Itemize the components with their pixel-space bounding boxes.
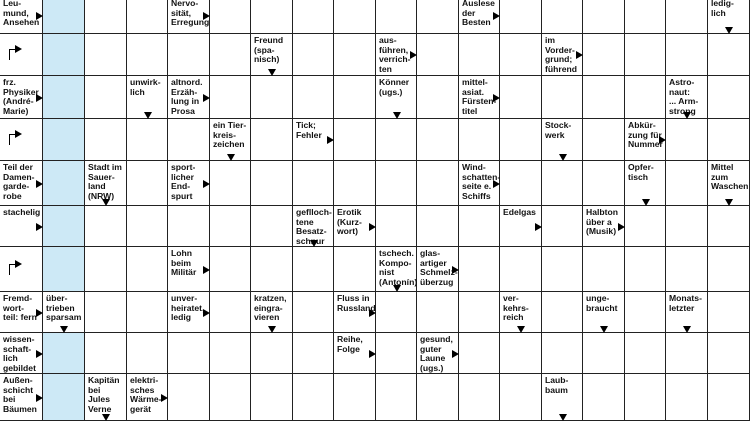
clue-text: aus- führen, verrich- ten <box>379 35 411 74</box>
answer-cell[interactable] <box>708 76 750 119</box>
arrow-down-icon <box>393 112 401 119</box>
answer-cell[interactable] <box>666 34 708 76</box>
clue-text: stachelig <box>3 207 41 217</box>
answer-cell[interactable] <box>43 34 85 76</box>
clue-text: tschech. Kompo- nist (Antonín) <box>379 248 418 287</box>
clue-cell <box>459 76 500 119</box>
clue-cell <box>708 161 750 206</box>
answer-cell[interactable] <box>417 161 459 206</box>
answer-cell[interactable] <box>376 119 417 161</box>
clue-cell <box>168 161 210 206</box>
answer-cell[interactable] <box>334 161 376 206</box>
clue-cell <box>168 292 210 333</box>
clue-text: altnord. Erzäh- lung in Prosa <box>171 77 203 116</box>
answer-cell[interactable] <box>210 206 251 247</box>
clue-cell <box>376 34 417 76</box>
clue-cell <box>500 206 542 247</box>
answer-cell[interactable] <box>500 119 542 161</box>
arrow-right-icon <box>161 394 168 402</box>
clue-text: Monats- letzter <box>669 293 702 313</box>
clue-text: sport- licher End- spurt <box>171 162 196 201</box>
answer-cell[interactable] <box>293 374 334 421</box>
arrow-right-icon <box>36 223 43 231</box>
answer-cell[interactable] <box>500 161 542 206</box>
clue-text: Wind- schatten- seite e. Schiffs <box>462 162 501 201</box>
answer-cell[interactable] <box>542 333 583 374</box>
answer-cell[interactable] <box>85 119 127 161</box>
clue-text: Fluss in Russland <box>337 293 376 313</box>
answer-cell[interactable] <box>251 76 293 119</box>
clue-text: Stock- werk <box>545 120 572 140</box>
clue-cell <box>0 119 43 161</box>
answer-cell[interactable] <box>583 76 625 119</box>
answer-cell[interactable] <box>376 206 417 247</box>
answer-cell[interactable] <box>293 34 334 76</box>
answer-cell[interactable] <box>85 0 127 34</box>
clue-cell <box>0 0 43 34</box>
clue-cell <box>210 119 251 161</box>
answer-cell[interactable] <box>459 333 500 374</box>
answer-cell[interactable] <box>459 374 500 421</box>
answer-cell[interactable] <box>85 333 127 374</box>
answer-cell[interactable] <box>210 247 251 292</box>
answer-cell[interactable] <box>168 34 210 76</box>
answer-cell[interactable] <box>293 161 334 206</box>
answer-cell[interactable] <box>666 206 708 247</box>
answer-cell[interactable] <box>376 374 417 421</box>
clue-text: Erotik (Kurz- wort) <box>337 207 362 237</box>
clue-text: ein Tier- kreis- zeichen <box>213 120 247 150</box>
arrow-down-icon <box>102 414 110 421</box>
answer-cell[interactable] <box>168 206 210 247</box>
clue-cell <box>334 206 376 247</box>
answer-cell[interactable] <box>417 119 459 161</box>
answer-cell[interactable] <box>500 247 542 292</box>
arrow-right-icon <box>452 266 459 274</box>
answer-cell[interactable] <box>293 0 334 34</box>
arrow-right-icon <box>36 309 43 317</box>
arrow-down-icon <box>144 112 152 119</box>
answer-cell[interactable] <box>85 292 127 333</box>
arrow-right-icon <box>36 94 43 102</box>
clue-text: Opfer- tisch <box>628 162 654 182</box>
clue-cell <box>293 119 334 161</box>
answer-cell[interactable] <box>251 119 293 161</box>
answer-cell[interactable] <box>500 333 542 374</box>
clue-cell <box>542 374 583 421</box>
answer-cell[interactable] <box>666 119 708 161</box>
clue-cell <box>127 374 168 421</box>
answer-cell[interactable] <box>251 0 293 34</box>
arrow-right-icon <box>369 350 376 358</box>
answer-cell[interactable] <box>459 247 500 292</box>
arrow-right-icon <box>15 260 22 268</box>
clue-cell <box>459 161 500 206</box>
clue-text: Freund (spa- nisch) <box>254 35 284 65</box>
clue-cell <box>625 161 666 206</box>
clue-text: Fremd- wort- teil: fern <box>3 293 37 323</box>
arrow-right-icon <box>36 394 43 402</box>
clue-cell <box>0 374 43 421</box>
clue-cell <box>334 333 376 374</box>
answer-cell[interactable] <box>583 161 625 206</box>
answer-cell[interactable] <box>376 0 417 34</box>
arrow-down-icon <box>102 199 110 206</box>
clue-cell <box>376 76 417 119</box>
arrow-down-icon <box>725 27 733 34</box>
arrow-right-icon <box>369 223 376 231</box>
answer-cell[interactable] <box>334 374 376 421</box>
clue-cell <box>583 206 625 247</box>
answer-cell[interactable] <box>85 247 127 292</box>
arrow-right-icon <box>15 130 22 138</box>
answer-cell[interactable] <box>210 374 251 421</box>
answer-cell[interactable] <box>417 34 459 76</box>
arrow-right-icon <box>659 136 666 144</box>
clue-text: geflloch- tene Besatz- schnur <box>296 207 332 246</box>
answer-cell[interactable] <box>210 76 251 119</box>
clue-cell <box>0 247 43 292</box>
answer-cell[interactable] <box>708 34 750 76</box>
answer-cell[interactable] <box>293 247 334 292</box>
answer-cell[interactable] <box>625 76 666 119</box>
answer-cell[interactable] <box>168 374 210 421</box>
answer-cell[interactable] <box>542 292 583 333</box>
answer-cell[interactable] <box>417 76 459 119</box>
answer-cell[interactable] <box>625 333 666 374</box>
answer-cell[interactable] <box>666 374 708 421</box>
arrow-right-icon <box>203 180 210 188</box>
answer-cell[interactable] <box>251 374 293 421</box>
clue-text: Halbton über a (Musik) <box>586 207 618 237</box>
arrow-down-icon <box>310 240 318 247</box>
answer-cell[interactable] <box>376 333 417 374</box>
clue-text: gesund, guter Laune (ugs.) <box>420 334 453 373</box>
arrow-right-icon <box>618 223 625 231</box>
answer-cell[interactable] <box>500 374 542 421</box>
answer-cell[interactable] <box>210 333 251 374</box>
clue-text: elektri- sches Wärme- gerät <box>130 375 162 414</box>
answer-cell[interactable] <box>708 119 750 161</box>
arrow-right-icon <box>535 223 542 231</box>
arrow-down-icon <box>60 326 68 333</box>
clue-cell <box>583 292 625 333</box>
clue-cell <box>0 34 43 76</box>
clue-cell <box>127 76 168 119</box>
answer-cell[interactable] <box>85 76 127 119</box>
answer-cell[interactable] <box>708 374 750 421</box>
clue-cell <box>542 34 583 76</box>
answer-cell[interactable] <box>542 247 583 292</box>
arrow-right-icon <box>576 51 583 59</box>
answer-cell[interactable] <box>500 34 542 76</box>
answer-cell[interactable] <box>583 0 625 34</box>
arrow-right-icon <box>36 350 43 358</box>
clue-cell <box>168 247 210 292</box>
answer-cell[interactable] <box>583 119 625 161</box>
answer-cell[interactable] <box>376 292 417 333</box>
answer-cell[interactable] <box>210 292 251 333</box>
clue-text: Kapitän bei Jules Verne <box>88 375 120 414</box>
arrow-right-icon <box>36 12 43 20</box>
arrow-right-icon <box>203 94 210 102</box>
arrow-down-icon <box>683 112 691 119</box>
clue-text: Edelgas <box>503 207 536 217</box>
clue-cell <box>334 292 376 333</box>
clue-text: über- trieben sparsam <box>46 293 82 323</box>
answer-cell[interactable] <box>43 333 85 374</box>
clue-cell <box>376 247 417 292</box>
answer-cell[interactable] <box>293 333 334 374</box>
clue-text: ver- kehrs- reich <box>503 293 529 323</box>
clue-text: Auslese der Besten <box>462 0 495 28</box>
clue-text: Leu- mund, Ansehen <box>3 0 40 28</box>
arrow-right-icon <box>493 12 500 20</box>
answer-cell[interactable] <box>542 161 583 206</box>
answer-cell[interactable] <box>251 161 293 206</box>
answer-cell[interactable] <box>210 161 251 206</box>
clue-text: ledig- lich <box>711 0 734 18</box>
answer-cell[interactable] <box>127 119 168 161</box>
answer-cell[interactable] <box>127 247 168 292</box>
arrow-down-icon <box>268 326 276 333</box>
arrow-right-icon <box>410 51 417 59</box>
arrow-down-icon <box>683 326 691 333</box>
arrow-down-icon <box>559 414 567 421</box>
clue-text: unge- braucht <box>586 293 618 313</box>
arrow-down-icon <box>393 285 401 292</box>
clue-text: Laub- baum <box>545 375 569 395</box>
answer-cell[interactable] <box>708 333 750 374</box>
clue-cell <box>542 119 583 161</box>
answer-cell[interactable] <box>625 247 666 292</box>
answer-cell[interactable] <box>625 34 666 76</box>
clue-text: wissen- schaft- lich gebildet <box>3 334 36 373</box>
answer-cell[interactable] <box>459 34 500 76</box>
answer-cell[interactable] <box>85 34 127 76</box>
clue-cell <box>0 161 43 206</box>
clue-cell <box>0 333 43 374</box>
answer-cell[interactable] <box>583 333 625 374</box>
answer-cell[interactable] <box>334 0 376 34</box>
answer-cell[interactable] <box>417 0 459 34</box>
clue-cell <box>417 247 459 292</box>
clue-cell <box>666 76 708 119</box>
clue-cell <box>293 206 334 247</box>
answer-cell[interactable] <box>127 206 168 247</box>
answer-cell[interactable] <box>708 292 750 333</box>
answer-cell[interactable] <box>542 76 583 119</box>
clue-cell <box>0 292 43 333</box>
answer-cell[interactable] <box>43 206 85 247</box>
answer-cell[interactable] <box>43 161 85 206</box>
answer-cell[interactable] <box>43 76 85 119</box>
answer-cell[interactable] <box>85 206 127 247</box>
answer-cell[interactable] <box>542 0 583 34</box>
answer-cell[interactable] <box>666 161 708 206</box>
clue-text: Lohn beim Militär <box>171 248 197 278</box>
answer-cell[interactable] <box>583 34 625 76</box>
answer-cell[interactable] <box>500 0 542 34</box>
answer-cell[interactable] <box>708 206 750 247</box>
arrow-right-icon <box>203 309 210 317</box>
answer-cell[interactable] <box>43 374 85 421</box>
clue-text: Tick; Fehler <box>296 120 322 140</box>
answer-cell[interactable] <box>376 161 417 206</box>
answer-cell[interactable] <box>459 119 500 161</box>
answer-cell[interactable] <box>417 292 459 333</box>
answer-cell[interactable] <box>666 0 708 34</box>
answer-cell[interactable] <box>625 206 666 247</box>
answer-cell[interactable] <box>210 34 251 76</box>
answer-cell[interactable] <box>459 292 500 333</box>
answer-cell[interactable] <box>43 247 85 292</box>
answer-cell[interactable] <box>334 76 376 119</box>
arrow-down-icon <box>600 326 608 333</box>
answer-cell[interactable] <box>168 333 210 374</box>
arrow-right-icon <box>203 266 210 274</box>
arrow-right-icon <box>452 350 459 358</box>
clue-text: Abkür- zung für Nummer <box>628 120 663 150</box>
answer-cell[interactable] <box>417 206 459 247</box>
arrow-right-icon <box>493 94 500 102</box>
clue-cell <box>625 119 666 161</box>
clue-text: Mittel zum Waschen <box>711 162 749 192</box>
arrow-down-icon <box>227 154 235 161</box>
answer-cell[interactable] <box>251 206 293 247</box>
arrow-down-icon <box>642 199 650 206</box>
answer-cell[interactable] <box>43 119 85 161</box>
answer-cell[interactable] <box>168 119 210 161</box>
arrow-down-icon <box>725 199 733 206</box>
clue-cell <box>168 76 210 119</box>
arrow-down-icon <box>559 154 567 161</box>
answer-cell[interactable] <box>127 292 168 333</box>
answer-cell[interactable] <box>625 0 666 34</box>
arrow-right-icon <box>36 180 43 188</box>
clue-cell <box>500 292 542 333</box>
answer-cell[interactable] <box>334 247 376 292</box>
arrow-down-icon <box>268 69 276 76</box>
clue-cell <box>251 292 293 333</box>
clue-cell <box>168 0 210 34</box>
clue-text: Teil der Damen- garde- robe <box>3 162 35 201</box>
clue-cell <box>459 0 500 34</box>
answer-cell[interactable] <box>666 247 708 292</box>
clue-text: Reihe, Folge <box>337 334 363 354</box>
clue-text: Nervo- sität, Erregung <box>171 0 210 28</box>
answer-cell[interactable] <box>293 76 334 119</box>
clue-text: Könner (ugs.) <box>379 77 410 97</box>
answer-cell[interactable] <box>459 206 500 247</box>
clue-cell <box>43 292 85 333</box>
clue-cell <box>0 76 43 119</box>
answer-cell[interactable] <box>43 0 85 34</box>
arrow-right-icon <box>493 180 500 188</box>
clue-cell <box>85 161 127 206</box>
clue-text: im Vorder- grund; führend <box>545 35 577 74</box>
answer-cell[interactable] <box>127 0 168 34</box>
clue-text: mittel- asiat. Fürsten- titel <box>462 77 497 116</box>
clue-text: kratzen, eingra- vieren <box>254 293 287 323</box>
arrow-down-icon <box>517 326 525 333</box>
answer-cell[interactable] <box>625 374 666 421</box>
clue-cell <box>417 333 459 374</box>
answer-cell[interactable] <box>625 292 666 333</box>
clue-cell <box>666 292 708 333</box>
answer-cell[interactable] <box>500 76 542 119</box>
clue-text: glas- artiger Schmelz- überzug <box>420 248 458 287</box>
clue-text: frz. Physiker (André- Marie) <box>3 77 39 116</box>
arrow-right-icon <box>203 12 210 20</box>
answer-cell[interactable] <box>417 374 459 421</box>
answer-cell[interactable] <box>127 161 168 206</box>
answer-cell[interactable] <box>666 333 708 374</box>
answer-cell[interactable] <box>127 34 168 76</box>
answer-cell[interactable] <box>583 374 625 421</box>
answer-cell[interactable] <box>583 247 625 292</box>
clue-cell <box>708 0 750 34</box>
clue-text: Stadt im Sauer- land (NRW) <box>88 162 122 201</box>
arrow-right-icon <box>327 136 334 144</box>
answer-cell[interactable] <box>334 34 376 76</box>
clue-text: Außen- schicht bei Bäumen <box>3 375 37 414</box>
answer-cell[interactable] <box>334 119 376 161</box>
answer-cell[interactable] <box>251 247 293 292</box>
answer-cell[interactable] <box>542 206 583 247</box>
clue-cell <box>85 374 127 421</box>
clue-text: unver- heiratet, ledig <box>171 293 205 323</box>
answer-cell[interactable] <box>708 247 750 292</box>
answer-cell[interactable] <box>251 333 293 374</box>
answer-cell[interactable] <box>210 0 251 34</box>
clue-cell <box>0 206 43 247</box>
clue-text: unwirk- lich <box>130 77 161 97</box>
arrow-right-icon <box>15 45 22 53</box>
clue-cell <box>251 34 293 76</box>
answer-cell[interactable] <box>127 333 168 374</box>
arrow-right-icon <box>369 309 376 317</box>
answer-cell[interactable] <box>293 292 334 333</box>
clue-text: Astro- naut: ... Arm- strong <box>669 77 699 116</box>
